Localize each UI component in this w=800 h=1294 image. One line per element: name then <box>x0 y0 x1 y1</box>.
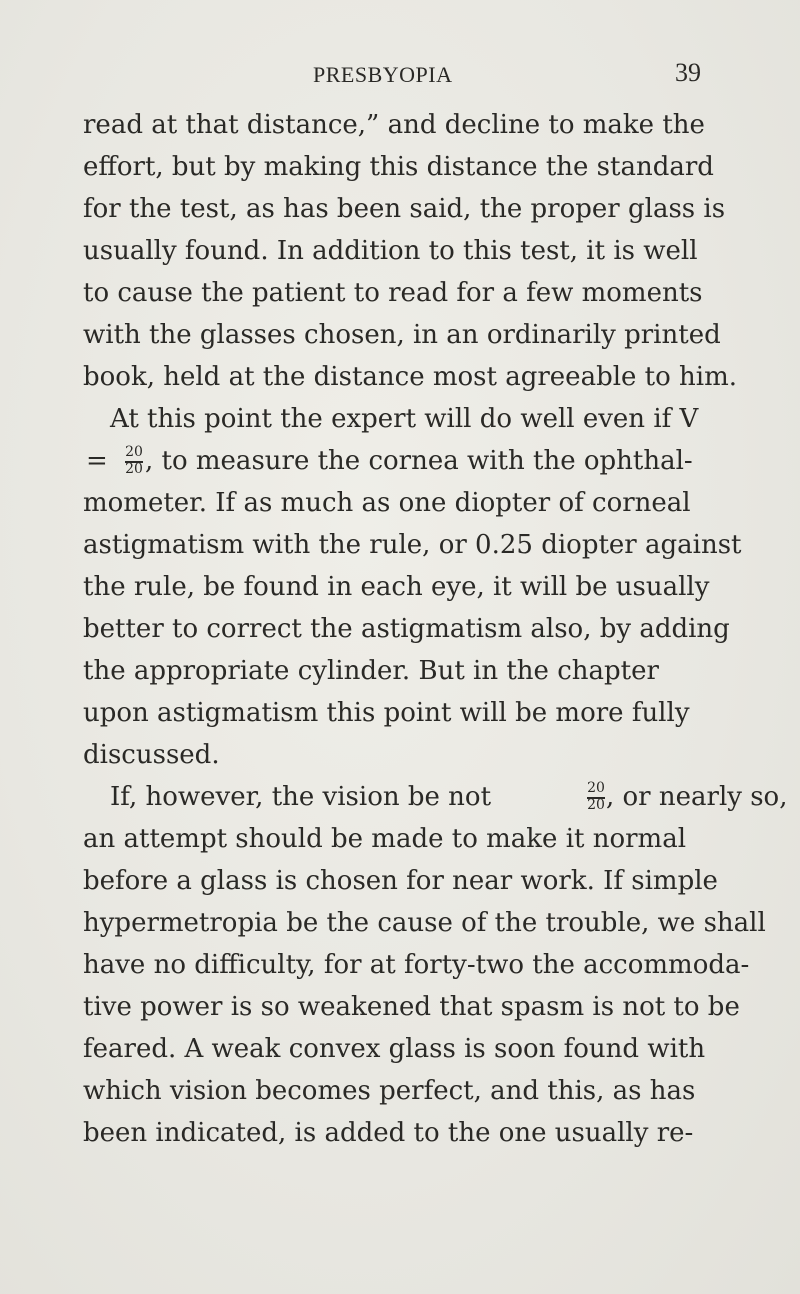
text-line <box>0 483 800 523</box>
text-line <box>0 147 800 187</box>
line-text: astigmatism with the rule, or 0.25 diopter against <box>83 530 742 560</box>
line-text: been indicated, is added to the one usually re- <box>83 1118 694 1148</box>
text-line-with-fraction <box>0 777 800 817</box>
text-line <box>0 987 800 1027</box>
line-text: read at that distance,” and decline to make the <box>83 110 705 140</box>
line-text: usually found. In addition to this test, it is well <box>83 236 698 266</box>
text-line <box>0 1113 800 1153</box>
text-line <box>0 231 800 271</box>
line-text-before: = <box>86 446 108 476</box>
fraction-numerator: 20 <box>587 780 605 796</box>
text-line <box>0 105 800 145</box>
text-line <box>0 651 800 691</box>
line-text: with the glasses chosen, in an ordinarily printed <box>83 320 721 350</box>
text-line <box>0 315 800 355</box>
vision-fraction <box>586 780 606 815</box>
line-text: an attempt should be made to make it normal <box>83 824 687 854</box>
page-number: 39 <box>675 58 701 87</box>
text-line-with-fraction <box>0 441 800 481</box>
text-line <box>0 567 800 607</box>
text-line <box>0 399 800 439</box>
text-line <box>0 189 800 229</box>
text-line <box>0 357 800 397</box>
line-text: for the test, as has been said, the proper glass is <box>83 194 726 224</box>
line-text: effort, but by making this distance the standard <box>83 152 714 182</box>
fraction-denominator: 20 <box>125 461 143 477</box>
text-line <box>0 273 800 313</box>
line-text: hypermetropia be the cause of the trouble, we shall <box>83 908 766 938</box>
line-text: to cause the patient to read for a few moments <box>83 278 703 308</box>
text-line <box>0 861 800 901</box>
text-line <box>0 1029 800 1069</box>
line-text: which vision becomes perfect, and this, as has <box>83 1076 696 1106</box>
text-line <box>0 819 800 859</box>
line-text: feared. A weak convex glass is soon found with <box>83 1034 706 1064</box>
line-text: tive power is so weakened that spasm is not to be <box>83 992 740 1022</box>
line-text: At this point the expert will do well even if V <box>110 404 699 434</box>
text-line <box>0 609 800 649</box>
line-text: the appropriate cylinder. But in the chapter <box>83 656 659 686</box>
running-head-title: PRESBYOPIA <box>313 62 453 87</box>
running-head <box>0 58 800 92</box>
line-text: discussed. <box>83 740 220 770</box>
vision-fraction <box>124 444 144 479</box>
text-line <box>0 735 800 775</box>
text-line <box>0 693 800 733</box>
fraction-denominator: 20 <box>587 797 605 813</box>
line-text: the rule, be found in each eye, it will be usually <box>83 572 710 602</box>
line-text-after: , to measure the cornea with the ophthal- <box>145 446 693 476</box>
fraction-numerator: 20 <box>125 444 143 460</box>
line-text-after: , or nearly so, <box>606 782 788 812</box>
text-line <box>0 1071 800 1111</box>
line-text: have no difficulty, for at forty-two the accommoda- <box>83 950 750 980</box>
line-text-before: If, however, the vision be not <box>110 782 492 812</box>
text-line <box>0 525 800 565</box>
line-text: book, held at the distance most agreeable to him. <box>83 362 738 392</box>
line-text: upon astigmatism this point will be more fully <box>83 698 690 728</box>
text-line <box>0 903 800 943</box>
line-text: better to correct the astigmatism also, by adding <box>83 614 730 644</box>
text-line <box>0 945 800 985</box>
line-text: before a glass is chosen for near work. If simple <box>83 866 718 896</box>
line-text: mometer. If as much as one diopter of corneal <box>83 488 691 518</box>
